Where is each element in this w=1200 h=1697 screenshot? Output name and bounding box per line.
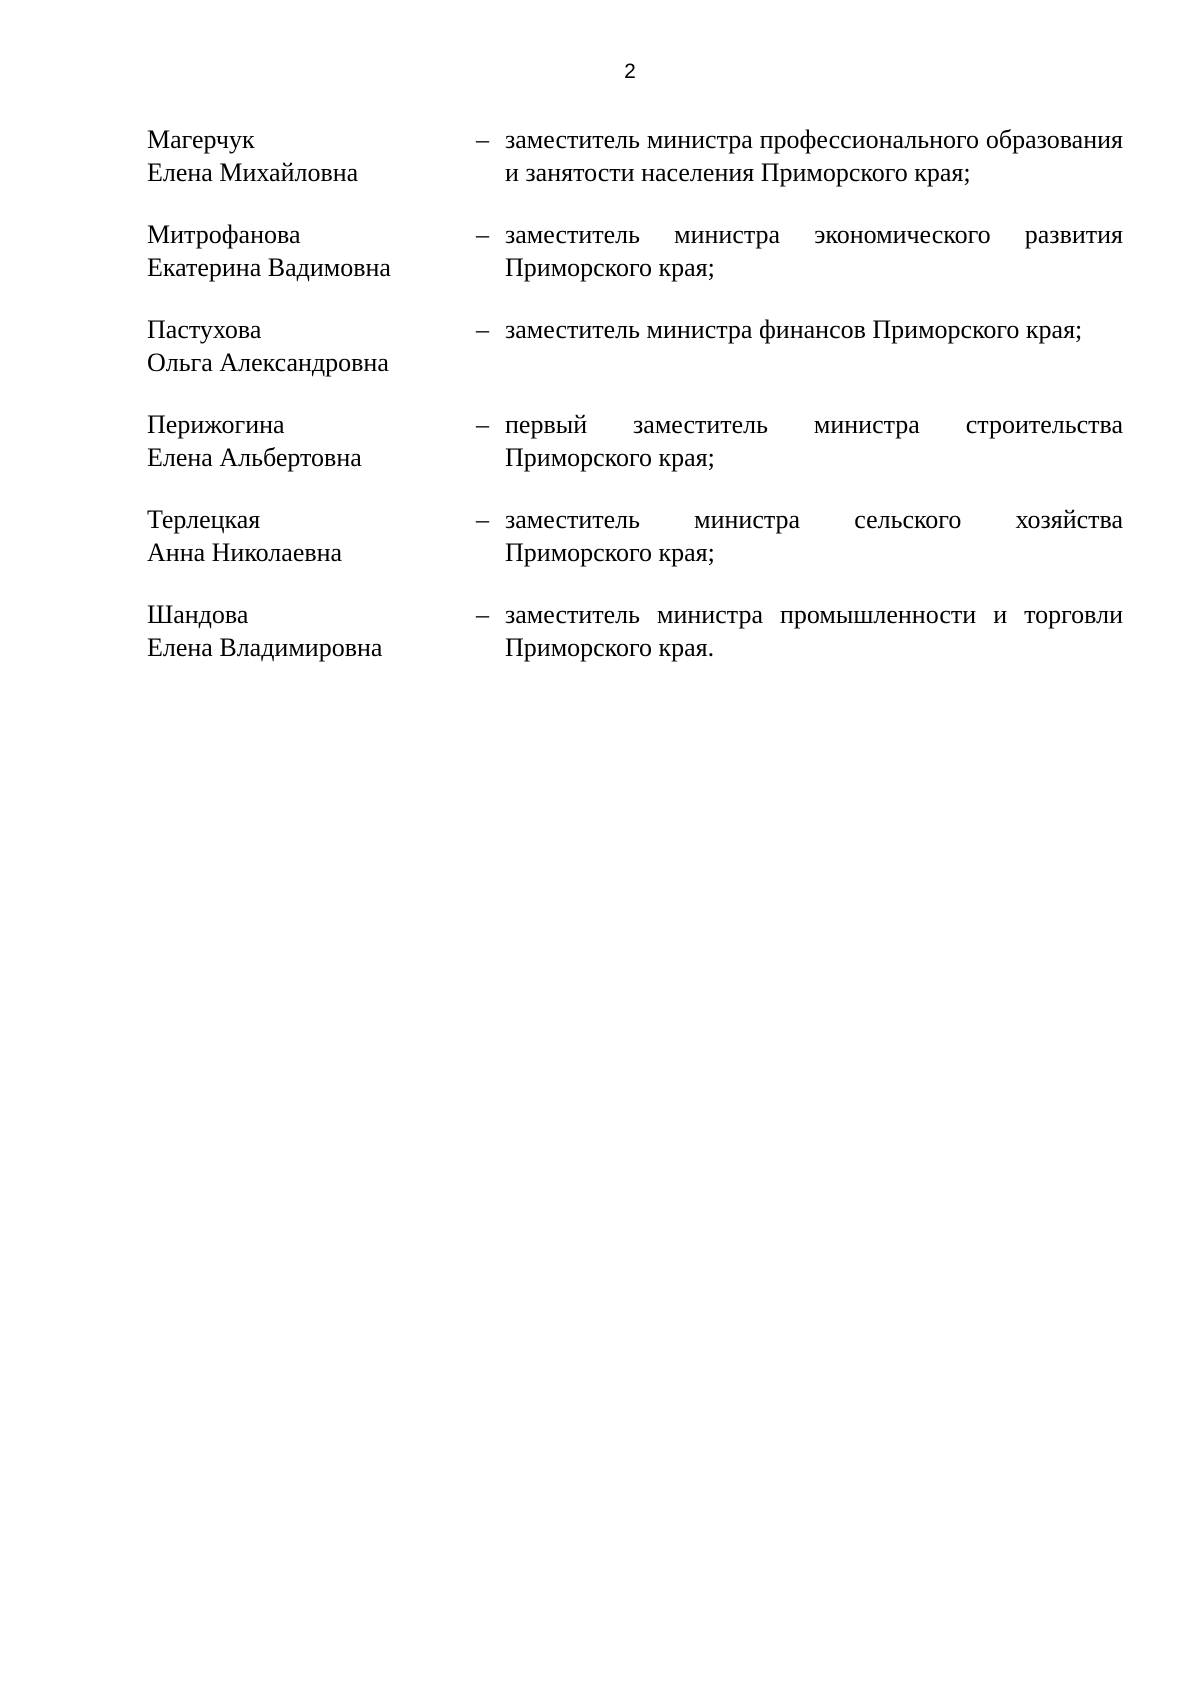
member-surname: Пастухова bbox=[147, 315, 262, 344]
member-name bbox=[147, 313, 476, 379]
member-given-names: Анна Николаевна bbox=[147, 538, 343, 567]
dash-separator: – bbox=[476, 600, 489, 629]
dash-separator: – bbox=[476, 505, 489, 534]
member-position: первый заместитель министра строительства Приморского края; bbox=[505, 410, 1123, 472]
member-given-names: Елена Владимировна bbox=[147, 633, 383, 662]
member-name bbox=[147, 123, 476, 189]
member-given-names: Екатерина Вадимовна bbox=[147, 253, 391, 282]
dash-separator: – bbox=[476, 125, 489, 154]
member-surname: Терлецкая bbox=[147, 505, 261, 534]
member-position: заместитель министра сельского хозяйства Приморского края; bbox=[505, 505, 1123, 567]
member-given-names: Елена Михайловна bbox=[147, 158, 359, 187]
member-position: заместитель министра экономического развития Приморского края; bbox=[505, 220, 1123, 282]
dash-separator: – bbox=[476, 220, 489, 249]
dash-separator: – bbox=[476, 315, 489, 344]
member-name bbox=[147, 218, 476, 284]
member-given-names: Ольга Александровна bbox=[147, 348, 389, 377]
member-position: заместитель министра промышленности и торговли Приморского края. bbox=[505, 600, 1123, 662]
member-position: заместитель министра финансов Приморского края; bbox=[505, 315, 1083, 344]
member-given-names: Елена Альбертовна bbox=[147, 443, 362, 472]
list-item bbox=[147, 408, 1123, 474]
member-surname: Митрофанова bbox=[147, 220, 301, 249]
member-surname: Магерчук bbox=[147, 125, 255, 154]
list-item bbox=[147, 218, 1123, 284]
page-number: 2 bbox=[624, 60, 636, 83]
member-surname: Перижогина bbox=[147, 410, 285, 439]
list-item bbox=[147, 123, 1123, 189]
list-item bbox=[147, 503, 1123, 569]
list-item bbox=[147, 313, 1123, 379]
list-item bbox=[147, 598, 1123, 664]
member-position: заместитель министра профессионального образования и занятости населения Приморского края; bbox=[505, 125, 1123, 187]
member-name bbox=[147, 503, 476, 569]
members-list bbox=[147, 123, 1123, 693]
member-name bbox=[147, 598, 476, 664]
member-surname: Шандова bbox=[147, 600, 249, 629]
dash-separator: – bbox=[476, 410, 489, 439]
member-name bbox=[147, 408, 476, 474]
